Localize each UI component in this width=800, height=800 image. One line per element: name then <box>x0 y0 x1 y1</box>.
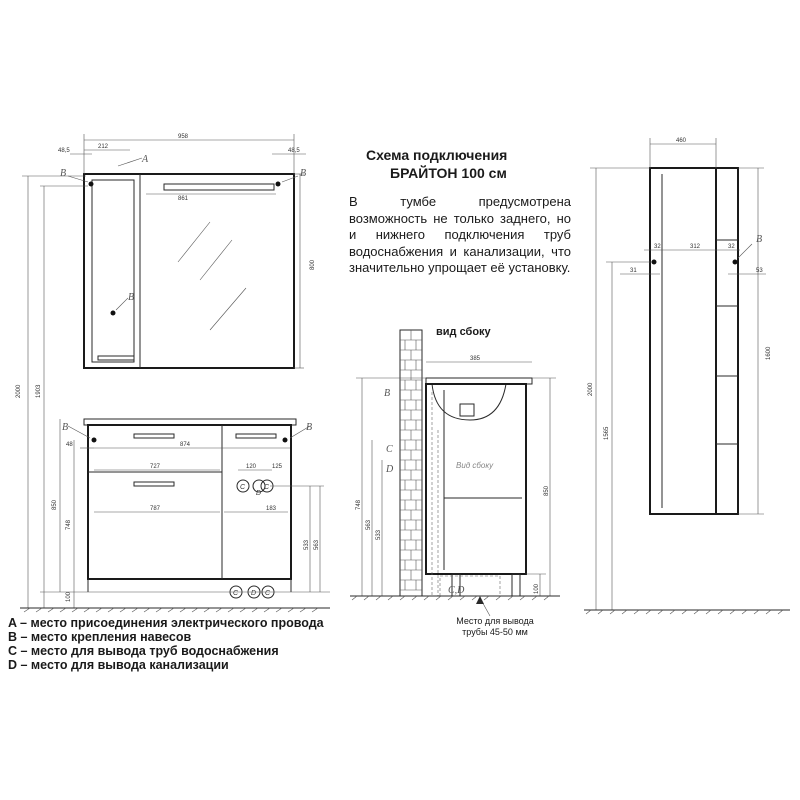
dim-side-h748: 748 <box>356 499 362 510</box>
leader-line <box>738 244 752 258</box>
letter-c: C <box>264 484 270 491</box>
dim-cab-h100: 100 <box>66 591 72 602</box>
dim-cab-h563: 563 <box>314 539 320 550</box>
description-text: В тумбе предусмотрена возможность не только заднего, но и нижнего подключения труб водоснабжения и канализации, что значительно упрощает её установку. <box>349 194 571 275</box>
dim-cab-top: 874 <box>180 442 191 448</box>
tall-column-side <box>584 138 790 614</box>
column-mirror-body <box>650 168 716 514</box>
outlet-note: Место для вывода трубы 45-50 мм <box>456 616 534 637</box>
floor-hatch <box>24 608 318 612</box>
vanity-handle-drawer <box>134 482 174 486</box>
dim-mirror-light: 861 <box>178 196 189 202</box>
dim-cab-drawer: 787 <box>150 506 161 512</box>
dim-cab-pipe2: 125 <box>272 464 283 470</box>
dim-mirror-total-height: 2000 <box>16 384 22 398</box>
vanity-handle-right <box>236 434 276 438</box>
mount-point-b-left <box>89 182 94 187</box>
dim-col-total: 2000 <box>588 382 594 396</box>
letter-b: B <box>384 388 391 399</box>
legend-item-a: A – место присоединения электрического провода <box>8 616 324 630</box>
title-line-2: БРАЙТОН 100 см <box>390 165 507 181</box>
dim-col-left: 32 <box>654 244 661 250</box>
dim-cab-h533: 533 <box>304 539 310 550</box>
vanity-cabinet-front <box>20 419 330 612</box>
letter-cd: C,D <box>448 585 465 596</box>
letter-c: C <box>265 590 271 597</box>
mirror-glare-line <box>178 222 210 262</box>
mount-point-b-right <box>276 182 281 187</box>
mirror-cabinet-handle <box>98 356 134 360</box>
dim-mirror-width: 958 <box>178 134 189 140</box>
leader-line <box>68 426 90 438</box>
mirror-glare-line <box>210 288 246 330</box>
dim-side-h563: 563 <box>366 519 372 530</box>
letter-c: C <box>240 484 246 491</box>
letter-b: B <box>60 168 67 179</box>
title-line-1: Схема подключения <box>366 147 508 163</box>
mount-point-b-left <box>92 438 97 443</box>
column-shelf-body <box>716 168 738 514</box>
dim-col-bottom-right: 53 <box>756 268 763 274</box>
side-view <box>350 330 560 616</box>
letter-b: B <box>300 168 307 179</box>
dim-mirror-left-a: 212 <box>98 144 109 150</box>
mount-point-b-left <box>652 260 657 265</box>
side-leg <box>512 574 520 596</box>
dim-cab-left: 48 <box>66 442 73 448</box>
dim-mirror-left-off: 48,5 <box>58 148 70 154</box>
dim-col-bottom-left: 31 <box>630 268 637 274</box>
dim-side-h533: 533 <box>376 529 382 540</box>
dim-mirror-mount-height: 1903 <box>36 384 42 398</box>
legend <box>8 616 338 672</box>
side-view-label: вид сбоку <box>436 326 491 338</box>
dim-col-height: 1600 <box>766 346 772 360</box>
mirror-light-strip <box>164 184 274 190</box>
mount-point-b-right <box>283 438 288 443</box>
siphon <box>460 404 474 416</box>
dim-col-mount: 1565 <box>604 426 610 440</box>
dim-cab-side: 183 <box>266 506 277 512</box>
dim-mirror-right-off: 48,5 <box>288 148 300 154</box>
side-floor-hatch <box>352 596 549 600</box>
dim-cab-pipe1: 120 <box>246 464 257 470</box>
dim-side-h850: 850 <box>544 485 550 496</box>
letter-b: B <box>62 422 69 433</box>
legend-item-c: C – место для вывода труб водоснабжения <box>8 644 279 658</box>
page-title <box>366 146 526 182</box>
letter-a: A <box>142 154 149 165</box>
dim-col-mid: 312 <box>690 244 701 250</box>
letter-b: B <box>306 422 313 433</box>
dim-cab-h748: 748 <box>66 519 72 530</box>
dim-mirror-height: 800 <box>310 259 316 270</box>
letter-c: C <box>233 590 239 597</box>
letter-b: B <box>128 292 135 303</box>
side-inner-label: Вид сбоку <box>456 461 494 470</box>
mirror-cabinet-outline <box>84 174 294 368</box>
dim-cab-h850: 850 <box>52 499 58 510</box>
side-basin <box>432 384 506 420</box>
letter-d: D <box>256 490 262 497</box>
electric-point-a <box>111 311 116 316</box>
leader-line <box>282 176 298 182</box>
dim-col-right: 32 <box>728 244 735 250</box>
vanity-handle-top <box>134 434 174 438</box>
mirror-cabinet-door-left <box>92 180 134 362</box>
dim-side-depth: 385 <box>470 356 481 362</box>
leader-line <box>116 298 128 310</box>
legend-item-b: B – место крепления навесов <box>8 630 192 644</box>
dim-col-width: 460 <box>676 138 687 144</box>
dim-side-h100: 100 <box>534 583 540 594</box>
letter-d: D <box>251 590 257 597</box>
mount-point-b-right <box>733 260 738 265</box>
outlet-arrow <box>476 596 484 604</box>
legend-item-d: D – место для вывода канализации <box>8 658 229 672</box>
dim-cab-inner: 727 <box>150 464 161 470</box>
side-cabinet-body <box>426 384 526 574</box>
mirror-glare-line <box>200 240 232 280</box>
leader-line <box>118 158 142 166</box>
letter-b: B <box>756 234 763 245</box>
mirror-cabinet-front <box>16 134 316 608</box>
letter-d: D <box>386 464 394 475</box>
column-floor-hatch <box>586 610 783 614</box>
letter-c: C <box>386 444 393 455</box>
